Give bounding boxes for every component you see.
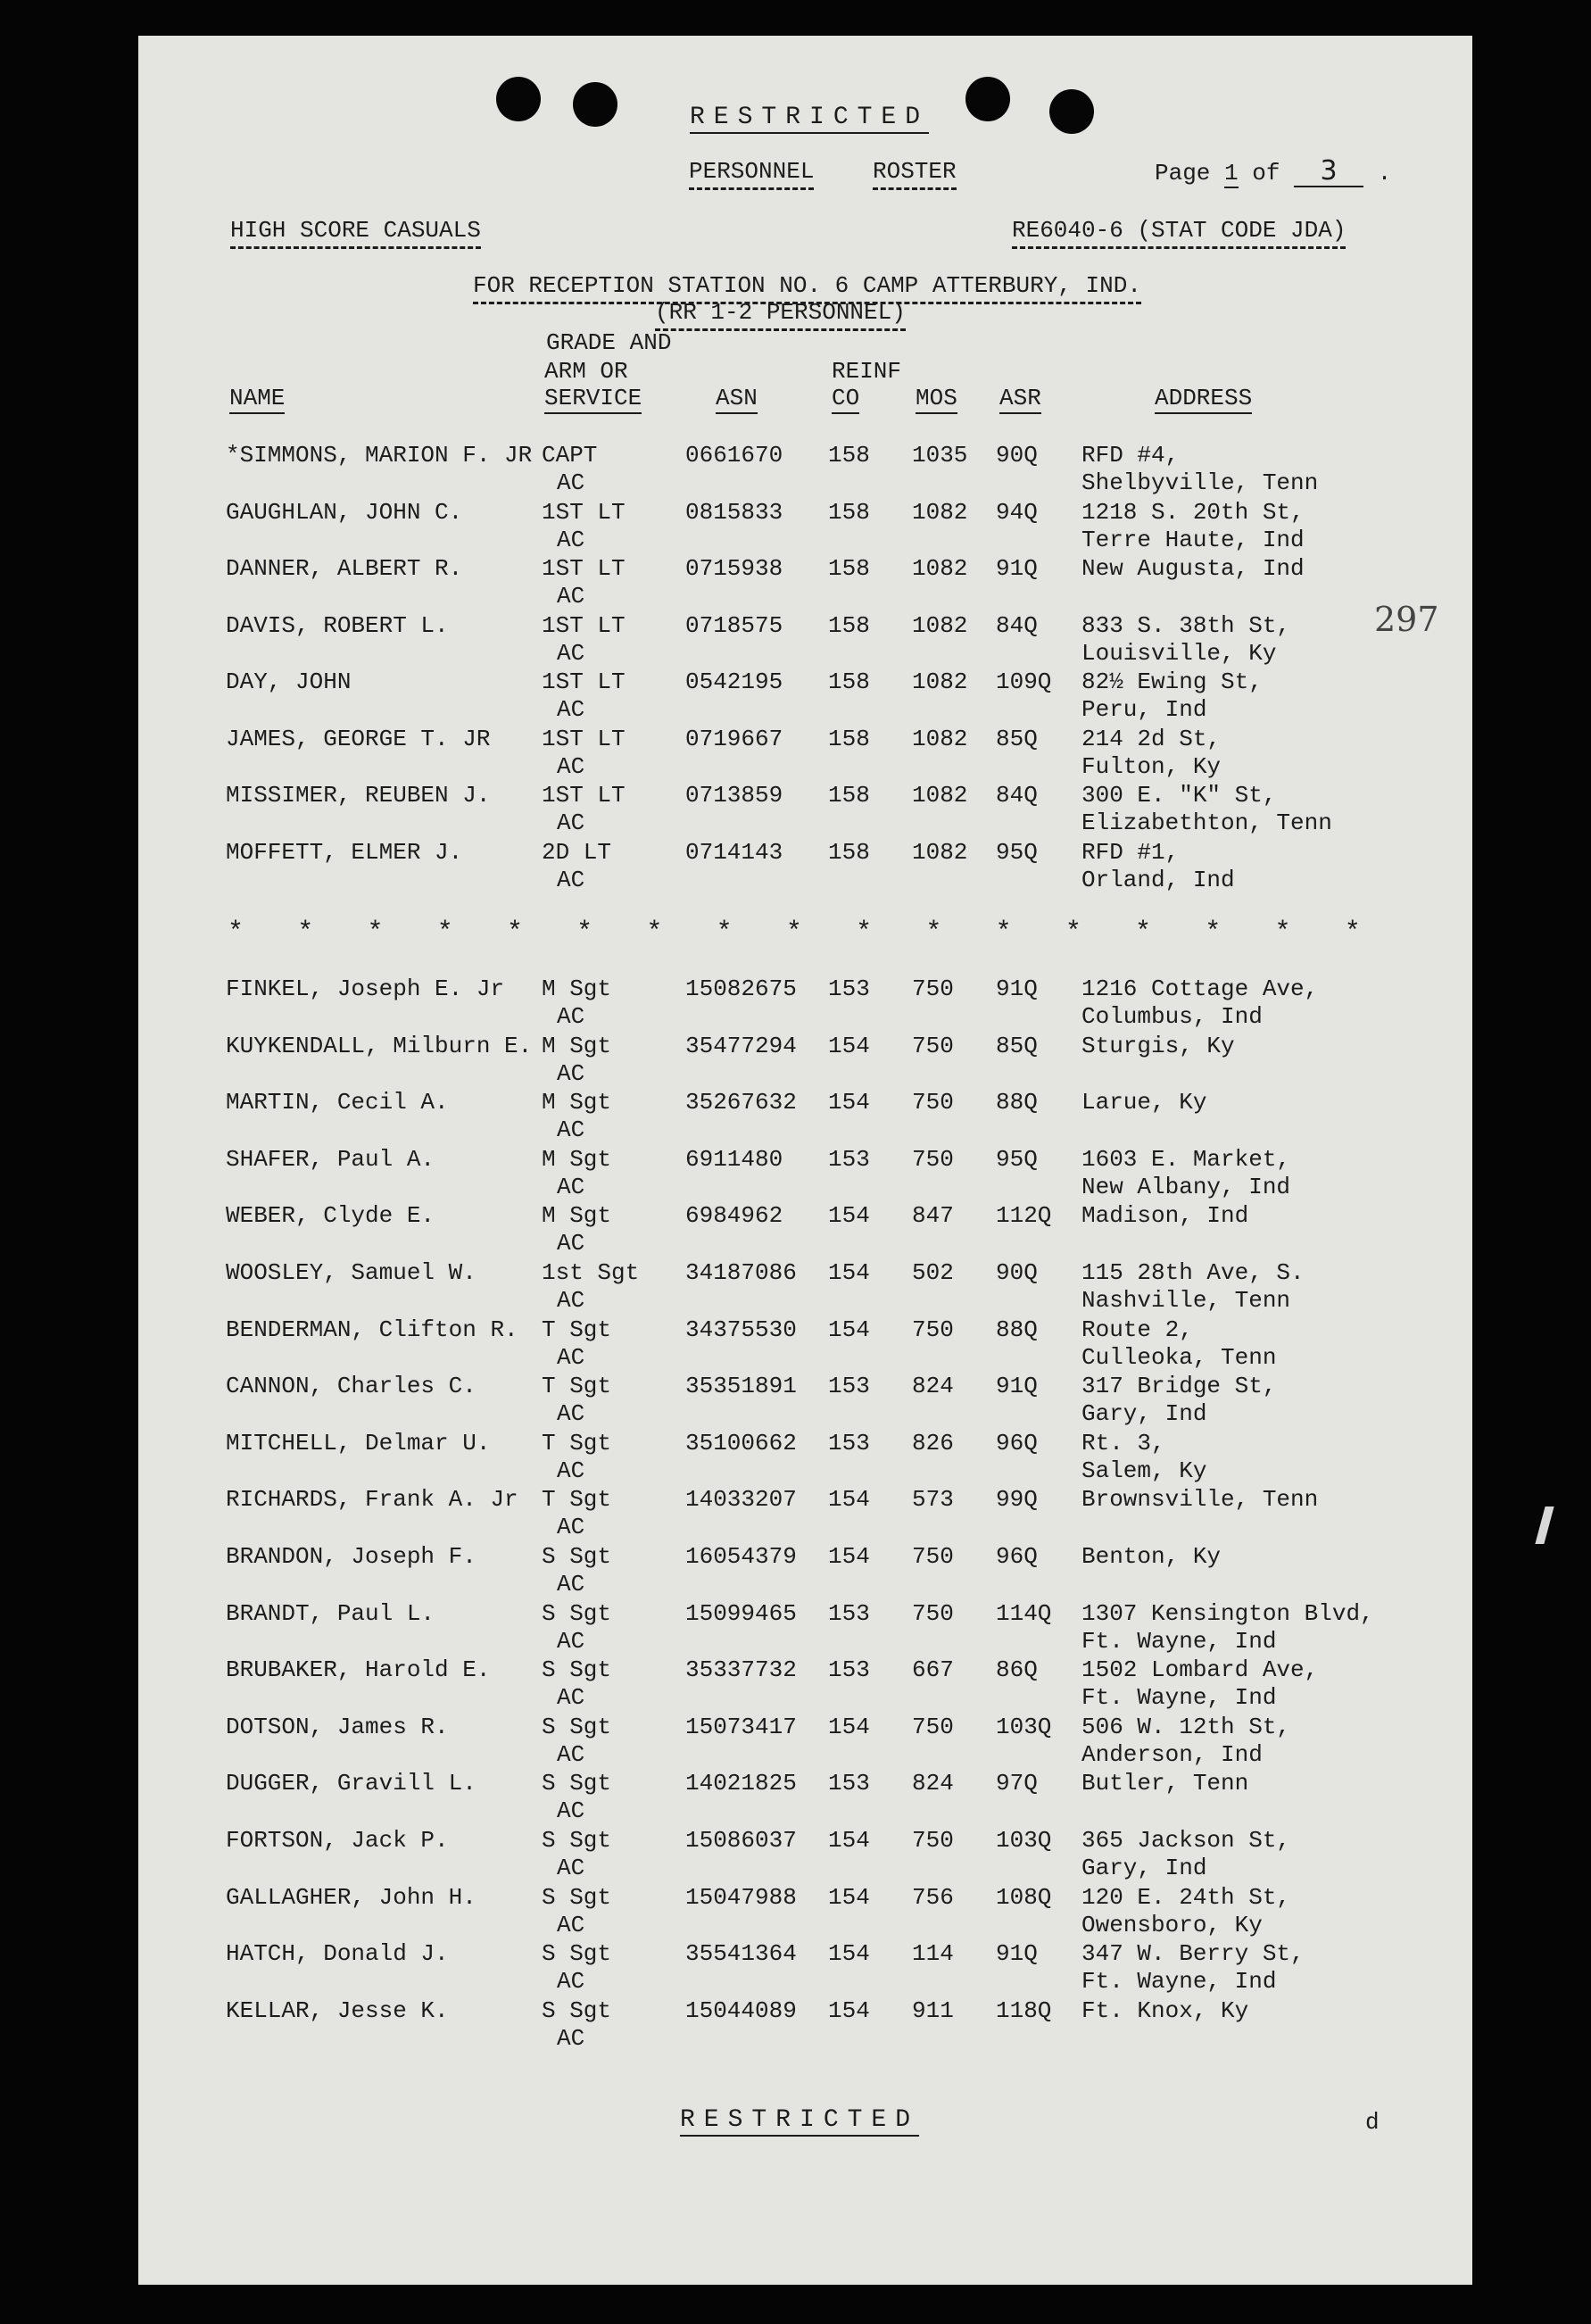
roster-address-line1: Rt. 3,: [1081, 1429, 1165, 1457]
roster-asr: 108Q: [996, 1883, 1052, 1911]
separator-star: *: [297, 917, 314, 948]
roster-asn: 34187086: [685, 1259, 797, 1286]
roster-asn: 35100662: [685, 1429, 797, 1457]
roster-reinf-co: 153: [828, 1656, 870, 1684]
separator-star: *: [1344, 917, 1361, 948]
roster-arm: AC: [557, 1911, 585, 1938]
roster-asn: 35541364: [685, 1940, 797, 1968]
roster-grade: M Sgt: [542, 975, 612, 1002]
roster-grade: T Sgt: [542, 1486, 612, 1514]
roster-reinf-co: 153: [828, 1429, 870, 1457]
roster-mos: 750: [912, 1543, 954, 1570]
roster-address-line1: 214 2d St,: [1081, 725, 1222, 752]
roster-asn: 6984962: [685, 1202, 783, 1230]
roster-asn: 0815833: [685, 498, 783, 526]
station-subtitle: (RR 1-2 PERSONNEL): [655, 298, 906, 331]
roster-name: MISSIMER, REUBEN J.: [226, 782, 491, 809]
roster-name: BRANDT, Paul L.: [226, 1599, 435, 1627]
roster-grade: 1ST LT: [542, 555, 626, 582]
roster-arm: AC: [557, 1514, 585, 1541]
roster-asn: 35337732: [685, 1656, 797, 1684]
roster-asr: 90Q: [996, 1259, 1038, 1286]
roster-asr: 86Q: [996, 1656, 1038, 1684]
roster-mos: 667: [912, 1656, 954, 1684]
roster-asn: 35267632: [685, 1089, 797, 1116]
roster-reinf-co: 153: [828, 975, 870, 1002]
roster-reinf-co: 158: [828, 498, 870, 526]
roster-mos: 573: [912, 1486, 954, 1514]
roster-address-line1: 347 W. Berry St,: [1081, 1940, 1305, 1968]
roster-arm: AC: [557, 2024, 585, 2052]
roster-name: GAUGHLAN, JOHN C.: [226, 498, 463, 526]
roster-asn: 0714143: [685, 838, 783, 866]
col-address: ADDRESS: [1155, 384, 1252, 414]
roster-asn: 35477294: [685, 1032, 797, 1059]
separator-star: *: [576, 917, 593, 948]
corner-mark: d: [1365, 2109, 1380, 2136]
roster-asn: 15086037: [685, 1827, 797, 1854]
roster-reinf-co: 154: [828, 1486, 870, 1514]
punch-hole: [965, 77, 1010, 121]
roster-reinf-co: 154: [828, 1827, 870, 1854]
roster-address-line2: Elizabethton, Tenn: [1081, 809, 1332, 836]
roster-asn: 15073417: [685, 1713, 797, 1740]
roster-grade: S Sgt: [542, 1713, 612, 1740]
roster-address-line2: Peru, Ind: [1081, 696, 1207, 723]
roster-mos: 750: [912, 1032, 954, 1059]
punch-hole: [1049, 89, 1094, 134]
roster-asr: 91Q: [996, 555, 1038, 582]
separator-star: *: [1274, 917, 1291, 948]
roster-mos: 750: [912, 1827, 954, 1854]
roster-asr: 88Q: [996, 1089, 1038, 1116]
roster-name: DOTSON, James R.: [226, 1713, 449, 1740]
roster-mos: 1082: [912, 611, 968, 639]
col-asn: ASN: [716, 384, 758, 414]
roster-address-line1: 1307 Kensington Blvd,: [1081, 1599, 1374, 1627]
roster-address-line2: Anderson, Ind: [1081, 1740, 1263, 1768]
roster-name: MOFFETT, ELMER J.: [226, 838, 463, 866]
roster-asr: 103Q: [996, 1827, 1052, 1854]
roster-address-line2: Gary, Ind: [1081, 1400, 1207, 1428]
roster-asr: 84Q: [996, 611, 1038, 639]
col-mos: MOS: [916, 384, 957, 414]
roster-address-line1: 1603 E. Market,: [1081, 1145, 1291, 1173]
roster-arm: AC: [557, 1740, 585, 1768]
roster-mos: 750: [912, 975, 954, 1002]
roster-grade: M Sgt: [542, 1145, 612, 1173]
roster-reinf-co: 153: [828, 1145, 870, 1173]
roster-arm: AC: [557, 866, 585, 893]
roster-asn: 15047988: [685, 1883, 797, 1911]
roster-arm: AC: [557, 469, 585, 496]
roster-reinf-co: 154: [828, 1713, 870, 1740]
roster-grade: 1ST LT: [542, 611, 626, 639]
roster-address-line2: Columbus, Ind: [1081, 1003, 1263, 1030]
separator-star: *: [436, 917, 453, 948]
roster-address-line1: RFD #4,: [1081, 442, 1180, 469]
roster-name: GALLAGHER, John H.: [226, 1883, 476, 1911]
roster-asn: 0713859: [685, 782, 783, 809]
roster-address-line2: Ft. Wayne, Ind: [1081, 1627, 1277, 1655]
roster-arm: AC: [557, 1968, 585, 1996]
roster-asr: 90Q: [996, 442, 1038, 469]
roster-mos: 1082: [912, 555, 968, 582]
roster-asr: 85Q: [996, 725, 1038, 752]
roster-mos: 1035: [912, 442, 968, 469]
roster-asr: 85Q: [996, 1032, 1038, 1059]
roster-asr: 88Q: [996, 1316, 1038, 1343]
roster-asn: 0661670: [685, 442, 783, 469]
page-indicator: Page 1 of 3 .: [1155, 155, 1392, 187]
roster-name: WEBER, Clyde E.: [226, 1202, 435, 1230]
roster-arm: AC: [557, 526, 585, 553]
roster-grade: 1ST LT: [542, 782, 626, 809]
roster-address-line1: Butler, Tenn: [1081, 1770, 1249, 1797]
roster-grade: T Sgt: [542, 1316, 612, 1343]
roster-address-line1: 1502 Lombard Ave,: [1081, 1656, 1319, 1684]
restricted-footer: RESTRICTED: [680, 2106, 919, 2137]
roster-asn: 14021825: [685, 1770, 797, 1797]
roster-grade: 2D LT: [542, 838, 612, 866]
roster-address-line1: 300 E. "K" St,: [1081, 782, 1277, 809]
roster-asr: 112Q: [996, 1202, 1052, 1230]
roster-name: MITCHELL, Delmar U.: [226, 1429, 491, 1457]
separator-star: *: [1065, 917, 1081, 948]
margin-stamp-number: 297: [1374, 600, 1439, 639]
roster-address-line1: Larue, Ky: [1081, 1089, 1207, 1116]
roster-arm: AC: [557, 583, 585, 610]
roster-asr: 95Q: [996, 1145, 1038, 1173]
roster-name: *SIMMONS, MARION F. JR: [226, 442, 533, 469]
roster-address-line2: Shelbyville, Tenn: [1081, 469, 1319, 496]
pencil-mark: [1535, 1506, 1554, 1544]
roster-asn: 35351891: [685, 1373, 797, 1400]
roster-address-line2: Fulton, Ky: [1081, 752, 1222, 780]
roster-address-line1: 120 E. 24th St,: [1081, 1883, 1291, 1911]
roster-asr: 114Q: [996, 1599, 1052, 1627]
separator-star: *: [646, 917, 663, 948]
separator-star: *: [856, 917, 873, 948]
roster-name: KUYKENDALL, Milburn E.: [226, 1032, 533, 1059]
roster-asr: 96Q: [996, 1543, 1038, 1570]
roster-reinf-co: 154: [828, 1883, 870, 1911]
roster-address-line1: Sturgis, Ky: [1081, 1032, 1235, 1059]
roster-grade: S Sgt: [542, 1883, 612, 1911]
roster-reinf-co: 154: [828, 1259, 870, 1286]
page-total: 3: [1294, 157, 1363, 187]
roster-address-line2: New Albany, Ind: [1081, 1173, 1291, 1200]
roster-address-line1: Route 2,: [1081, 1316, 1193, 1343]
roster-address-line2: Culleoka, Tenn: [1081, 1343, 1277, 1371]
roster-grade: T Sgt: [542, 1429, 612, 1457]
roster-asn: 34375530: [685, 1316, 797, 1343]
roster-mos: 1082: [912, 725, 968, 752]
separator-star: *: [785, 917, 802, 948]
unit-name: HIGH SCORE CASUALS: [230, 216, 481, 249]
roster-address-line1: RFD #1,: [1081, 838, 1180, 866]
roster-reinf-co: 158: [828, 838, 870, 866]
roster-mos: 1082: [912, 838, 968, 866]
roster-address-line1: 506 W. 12th St,: [1081, 1713, 1291, 1740]
roster-grade: 1st Sgt: [542, 1259, 640, 1286]
roster-mos: 750: [912, 1089, 954, 1116]
roster-name: FORTSON, Jack P.: [226, 1827, 449, 1854]
roster-mos: 750: [912, 1316, 954, 1343]
roster-address-line1: Madison, Ind: [1081, 1202, 1249, 1230]
roster-asr: 99Q: [996, 1486, 1038, 1514]
roster-mos: 502: [912, 1259, 954, 1286]
col-grade-1: GRADE AND: [546, 329, 672, 356]
roster-asn: 0718575: [685, 611, 783, 639]
col-reinf-2: CO: [832, 384, 859, 414]
roster-address-line1: New Augusta, Ind: [1081, 555, 1305, 582]
roster-name: BENDERMAN, Clifton R.: [226, 1316, 518, 1343]
roster-grade: S Sgt: [542, 1996, 612, 2024]
roster-address-line2: Ft. Wayne, Ind: [1081, 1968, 1277, 1996]
roster-grade: M Sgt: [542, 1202, 612, 1230]
roster-address-line2: Louisville, Ky: [1081, 639, 1277, 667]
roster-grade: S Sgt: [542, 1770, 612, 1797]
roster-address-line1: 317 Bridge St,: [1081, 1373, 1277, 1400]
col-reinf-1: REINF: [832, 358, 902, 385]
roster-arm: AC: [557, 1116, 585, 1144]
roster-reinf-co: 154: [828, 1996, 870, 2024]
roster-grade: S Sgt: [542, 1940, 612, 1968]
roster-address-line1: 833 S. 38th St,: [1081, 611, 1291, 639]
col-name: NAME: [229, 384, 285, 414]
roster-address-line2: Ft. Wayne, Ind: [1081, 1684, 1277, 1712]
roster-mos: 750: [912, 1145, 954, 1173]
roster-address-line2: Gary, Ind: [1081, 1855, 1207, 1881]
roster-address-line1: 115 28th Ave, S.: [1081, 1259, 1305, 1286]
roster-mos: 847: [912, 1202, 954, 1230]
separator-star: *: [1135, 917, 1152, 948]
roster-grade: S Sgt: [542, 1599, 612, 1627]
roster-address-line1: Brownsville, Tenn: [1081, 1486, 1319, 1514]
roster-asn: 0542195: [685, 668, 783, 695]
roster-reinf-co: 153: [828, 1373, 870, 1400]
roster-asr: 91Q: [996, 1373, 1038, 1400]
roster-arm: AC: [557, 696, 585, 723]
col-asr: ASR: [999, 384, 1041, 414]
roster-asr: 91Q: [996, 975, 1038, 1002]
roster-reinf-co: 158: [828, 725, 870, 752]
separator-star: *: [1205, 917, 1222, 948]
roster-mos: 826: [912, 1429, 954, 1457]
roster-grade: S Sgt: [542, 1543, 612, 1570]
roster-arm: AC: [557, 639, 585, 667]
roster-asr: 95Q: [996, 838, 1038, 866]
roster-asn: 6911480: [685, 1145, 783, 1173]
roster-asn: 14033207: [685, 1486, 797, 1514]
roster-name: BRANDON, Joseph F.: [226, 1543, 476, 1570]
separator-star: *: [995, 917, 1012, 948]
roster-arm: AC: [557, 1003, 585, 1030]
roster-reinf-co: 154: [828, 1089, 870, 1116]
roster-grade: T Sgt: [542, 1373, 612, 1400]
roster-mos: 824: [912, 1373, 954, 1400]
roster-arm: AC: [557, 1287, 585, 1314]
page-label: Page: [1155, 160, 1211, 187]
separator-stars: [228, 917, 1361, 948]
roster-mos: 750: [912, 1713, 954, 1740]
roster-address-line2: Nashville, Tenn: [1081, 1287, 1291, 1314]
roster-address-line2: Owensboro, Ky: [1081, 1911, 1263, 1938]
roster-grade: 1ST LT: [542, 668, 626, 695]
separator-star: *: [506, 917, 523, 948]
roster-address-line1: 1218 S. 20th St,: [1081, 498, 1305, 526]
roster-arm: AC: [557, 1627, 585, 1655]
roster-arm: AC: [557, 1571, 585, 1598]
page-number: 1: [1224, 160, 1239, 187]
roster-reinf-co: 158: [828, 782, 870, 809]
roster-asn: 16054379: [685, 1543, 797, 1570]
roster-address-line1: 82½ Ewing St,: [1081, 668, 1263, 695]
punch-hole: [496, 77, 541, 121]
roster-reinf-co: 153: [828, 1599, 870, 1627]
roster-reinf-co: 154: [828, 1940, 870, 1968]
station-title: FOR RECEPTION STATION NO. 6 CAMP ATTERBURY, IND.: [473, 271, 1141, 304]
roster-name: HATCH, Donald J.: [226, 1940, 449, 1968]
roster-reinf-co: 154: [828, 1316, 870, 1343]
roster-asr: 97Q: [996, 1770, 1038, 1797]
roster-mos: 750: [912, 1599, 954, 1627]
roster-mos: 1082: [912, 668, 968, 695]
roster-address-line2: Salem, Ky: [1081, 1457, 1207, 1484]
roster-grade: M Sgt: [542, 1089, 612, 1116]
roster-arm: AC: [557, 1059, 585, 1087]
col-grade-3: SERVICE: [544, 384, 642, 414]
roster-mos: 824: [912, 1770, 954, 1797]
roster-address-line1: Ft. Knox, Ky: [1081, 1996, 1249, 2024]
roster-reinf-co: 154: [828, 1032, 870, 1059]
roster-reinf-co: 158: [828, 555, 870, 582]
separator-star: *: [716, 917, 733, 948]
roster-asr: 118Q: [996, 1996, 1052, 2024]
roster-mos: 1082: [912, 782, 968, 809]
col-grade-2: ARM OR: [544, 358, 628, 385]
roster-address-line1: 1216 Cottage Ave,: [1081, 975, 1319, 1002]
roster-asr: 109Q: [996, 668, 1052, 695]
separator-star: *: [925, 917, 942, 948]
roster-grade: 1ST LT: [542, 498, 626, 526]
roster-reinf-co: 158: [828, 442, 870, 469]
roster-name: BRUBAKER, Harold E.: [226, 1656, 491, 1684]
roster-name: DAY, JOHN: [226, 668, 352, 695]
roster-arm: AC: [557, 1230, 585, 1257]
roster-grade: M Sgt: [542, 1032, 612, 1059]
roster-asn: 15082675: [685, 975, 797, 1002]
roster-reinf-co: 154: [828, 1543, 870, 1570]
roster-arm: AC: [557, 1855, 585, 1881]
roster-asr: 91Q: [996, 1940, 1038, 1968]
page-of: of: [1252, 160, 1280, 187]
roster-title-roster: ROSTER: [873, 157, 957, 190]
roster-reinf-co: 158: [828, 668, 870, 695]
roster-asn: 15099465: [685, 1599, 797, 1627]
roster-arm: AC: [557, 1684, 585, 1712]
roster-asr: 94Q: [996, 498, 1038, 526]
roster-asn: 15044089: [685, 1996, 797, 2024]
roster-grade: CAPT: [542, 442, 598, 469]
roster-asr: 84Q: [996, 782, 1038, 809]
roster-address-line1: 365 Jackson St,: [1081, 1827, 1291, 1854]
roster-name: DUGGER, Gravill L.: [226, 1770, 476, 1797]
roster-name: KELLAR, Jesse K.: [226, 1996, 449, 2024]
roster-arm: AC: [557, 1343, 585, 1371]
roster-reinf-co: 154: [828, 1202, 870, 1230]
roster-name: DANNER, ALBERT R.: [226, 555, 463, 582]
separator-star: *: [228, 917, 244, 948]
roster-asn: 0715938: [685, 555, 783, 582]
roster-asr: 96Q: [996, 1429, 1038, 1457]
roster-grade: 1ST LT: [542, 725, 626, 752]
restricted-header: RESTRICTED: [690, 104, 929, 134]
roster-address-line1: Benton, Ky: [1081, 1543, 1222, 1570]
roster-arm: AC: [557, 1457, 585, 1484]
roster-reinf-co: 153: [828, 1770, 870, 1797]
roster-arm: AC: [557, 809, 585, 836]
roster-name: RICHARDS, Frank A. Jr: [226, 1486, 518, 1514]
roster-name: DAVIS, ROBERT L.: [226, 611, 449, 639]
roster-grade: S Sgt: [542, 1656, 612, 1684]
roster-name: WOOSLEY, Samuel W.: [226, 1259, 476, 1286]
roster-name: JAMES, GEORGE T. JR: [226, 725, 491, 752]
roster-reinf-co: 158: [828, 611, 870, 639]
roster-name: FINKEL, Joseph E. Jr: [226, 975, 505, 1002]
roster-address-line2: Orland, Ind: [1081, 866, 1235, 893]
roster-arm: AC: [557, 1173, 585, 1200]
roster-title-personnel: PERSONNEL: [689, 157, 814, 190]
roster-arm: AC: [557, 752, 585, 780]
roster-mos: 1082: [912, 498, 968, 526]
roster-arm: AC: [557, 1797, 585, 1825]
roster-mos: 114: [912, 1940, 954, 1968]
roster-name: SHAFER, Paul A.: [226, 1145, 435, 1173]
separator-star: *: [367, 917, 384, 948]
stat-code: RE6040-6 (STAT CODE JDA): [1012, 216, 1346, 249]
roster-asr: 103Q: [996, 1713, 1052, 1740]
roster-mos: 756: [912, 1883, 954, 1911]
roster-mos: 911: [912, 1996, 954, 2024]
roster-name: CANNON, Charles C.: [226, 1373, 476, 1400]
roster-arm: AC: [557, 1400, 585, 1428]
roster-address-line2: Terre Haute, Ind: [1081, 526, 1305, 553]
roster-grade: S Sgt: [542, 1827, 612, 1854]
punch-hole: [573, 82, 617, 127]
roster-asn: 0719667: [685, 725, 783, 752]
roster-name: MARTIN, Cecil A.: [226, 1089, 449, 1116]
